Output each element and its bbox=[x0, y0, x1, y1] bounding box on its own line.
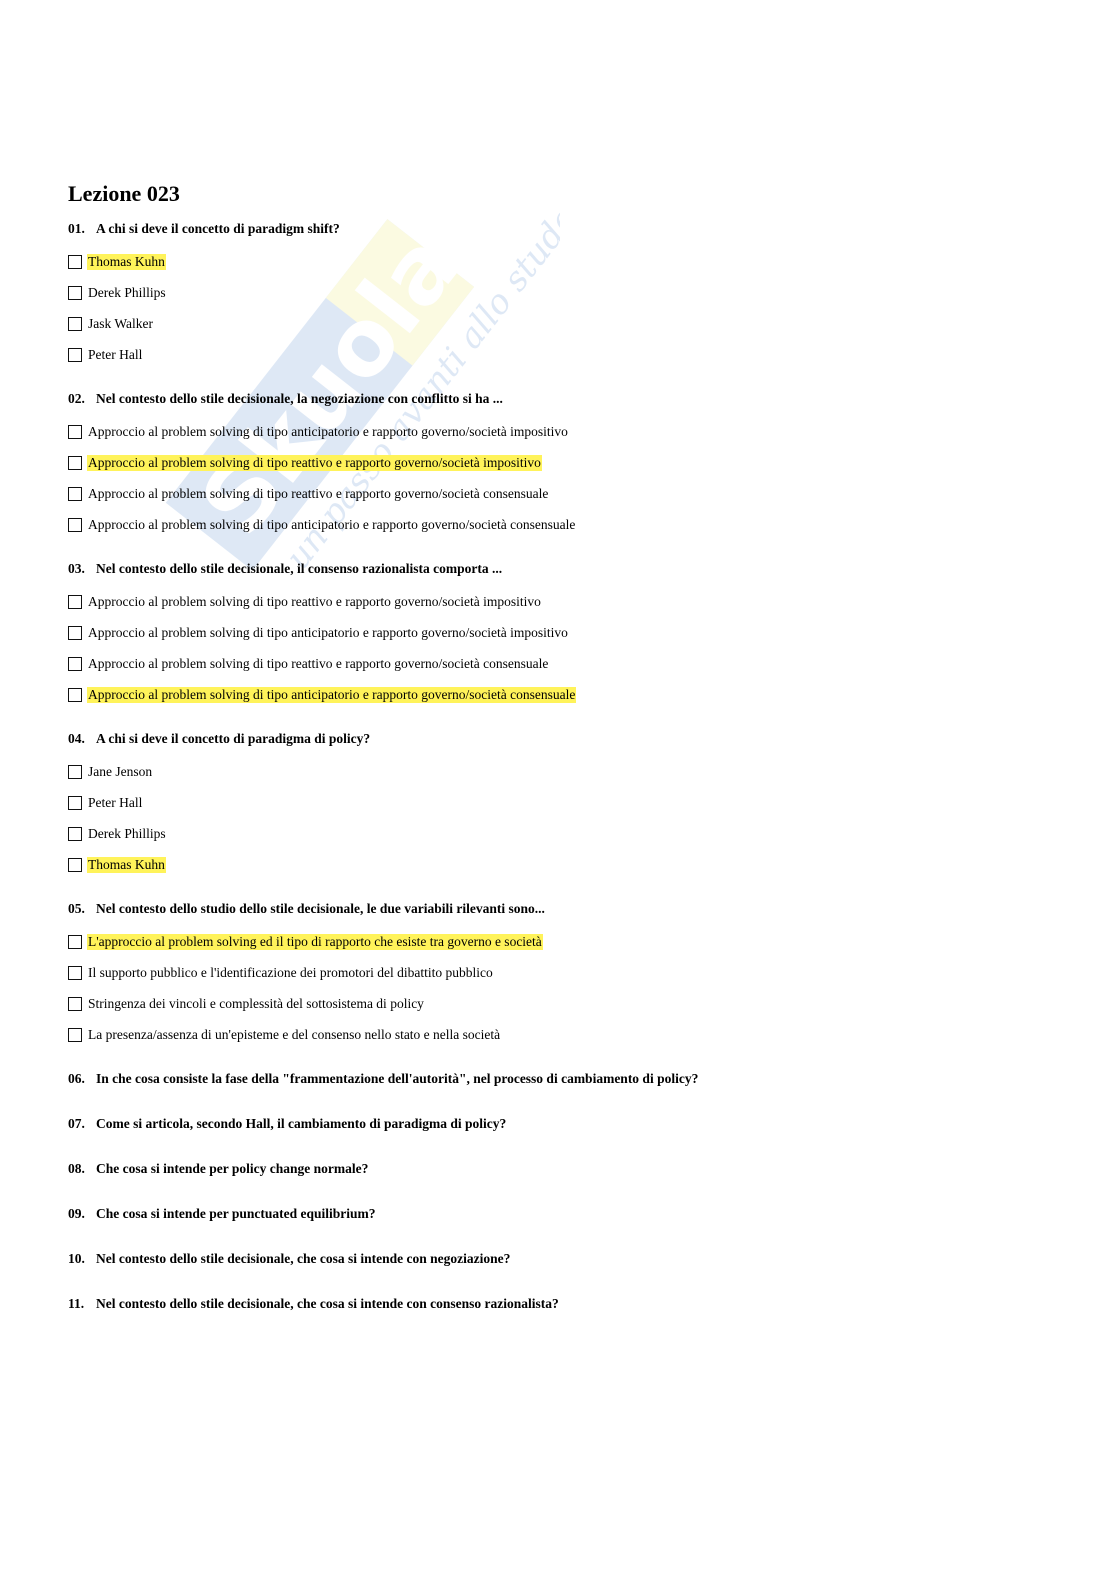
open-question-block bbox=[68, 1070, 1048, 1088]
question-text bbox=[68, 1250, 1048, 1268]
question-text bbox=[68, 390, 1048, 408]
answer-option[interactable] bbox=[68, 787, 1048, 818]
answer-option[interactable] bbox=[68, 277, 1048, 308]
answer-option[interactable] bbox=[68, 416, 1048, 447]
checkbox[interactable] bbox=[68, 487, 82, 501]
option-label: Jask Walker bbox=[88, 315, 154, 331]
checkbox[interactable] bbox=[68, 796, 82, 810]
question-label: Nel contesto dello stile decisionale, che cosa si intende con consenso razionalista? bbox=[96, 1296, 559, 1311]
checkbox[interactable] bbox=[68, 997, 82, 1011]
answer-option[interactable] bbox=[68, 648, 1048, 679]
option-label: Approccio al problem solving di tipo reattivo e rapporto governo/società impositivo bbox=[88, 593, 541, 609]
option-label: Derek Phillips bbox=[88, 825, 166, 841]
question-label: A chi si deve il concetto di paradigma di policy? bbox=[96, 731, 371, 746]
checkbox[interactable] bbox=[68, 595, 82, 609]
lesson-title: Lezione 023 bbox=[68, 181, 180, 206]
question-number: 08. bbox=[68, 1161, 85, 1176]
option-label: Approccio al problem solving di tipo anticipatorio e rapporto governo/società consensuale bbox=[88, 686, 576, 702]
checkbox[interactable] bbox=[68, 286, 82, 300]
question-number: 01. bbox=[68, 221, 85, 236]
question-text bbox=[68, 1115, 1048, 1133]
question-label: Nel contesto dello stile decisionale, che cosa si intende con negoziazione? bbox=[96, 1251, 511, 1266]
option-label: Approccio al problem solving di tipo anticipatorio e rapporto governo/società consensuale bbox=[88, 516, 576, 532]
open-question-block bbox=[68, 1205, 1048, 1223]
answer-option[interactable] bbox=[68, 957, 1048, 988]
answer-option[interactable] bbox=[68, 478, 1048, 509]
question-number: 05. bbox=[68, 901, 85, 916]
answer-option[interactable] bbox=[68, 586, 1048, 617]
answer-options bbox=[68, 926, 1048, 1050]
open-question-block bbox=[68, 1115, 1048, 1133]
watermark-tagline: un passo avanti allo studente bbox=[277, 180, 560, 578]
checkbox[interactable] bbox=[68, 966, 82, 980]
question-label: Nel contesto dello stile decisionale, il consenso razionalista comporta ... bbox=[96, 561, 503, 576]
checkbox[interactable] bbox=[68, 765, 82, 779]
checkbox[interactable] bbox=[68, 858, 82, 872]
question-label: In che cosa consiste la fase della "frammentazione dell'autorità", nel processo di cambiamento di policy? bbox=[96, 1071, 699, 1086]
option-label: Thomas Kuhn bbox=[88, 856, 165, 872]
checkbox[interactable] bbox=[68, 456, 82, 470]
option-label: Peter Hall bbox=[88, 346, 143, 362]
answer-option[interactable] bbox=[68, 1019, 1048, 1050]
question-label: Nel contesto dello studio dello stile decisionale, le due variabili rilevanti sono... bbox=[96, 901, 545, 916]
answer-option[interactable] bbox=[68, 339, 1048, 370]
option-label: Thomas Kuhn bbox=[88, 253, 165, 269]
answer-options bbox=[68, 416, 1048, 540]
checkbox[interactable] bbox=[68, 657, 82, 671]
answer-option[interactable] bbox=[68, 988, 1048, 1019]
question-text bbox=[68, 730, 1048, 748]
answer-option-correct[interactable] bbox=[68, 447, 1048, 478]
option-label: La presenza/assenza di un'episteme e del consenso nello stato e nella società bbox=[88, 1026, 501, 1042]
question-block bbox=[68, 560, 1048, 710]
option-label: Approccio al problem solving di tipo reattivo e rapporto governo/società consensuale bbox=[88, 485, 549, 501]
question-number: 10. bbox=[68, 1251, 85, 1266]
checkbox[interactable] bbox=[68, 688, 82, 702]
question-number: 09. bbox=[68, 1206, 85, 1221]
question-block bbox=[68, 220, 1048, 370]
checkbox[interactable] bbox=[68, 935, 82, 949]
checkbox[interactable] bbox=[68, 317, 82, 331]
answer-options bbox=[68, 756, 1048, 880]
question-text bbox=[68, 560, 1048, 578]
open-question-block bbox=[68, 1250, 1048, 1268]
question-number: 06. bbox=[68, 1071, 85, 1086]
question-label: Come si articola, secondo Hall, il cambiamento di paradigma di policy? bbox=[96, 1116, 507, 1131]
question-text bbox=[68, 1295, 1048, 1313]
answer-option-correct[interactable] bbox=[68, 679, 1048, 710]
option-label: Approccio al problem solving di tipo anticipatorio e rapporto governo/società impositivo bbox=[88, 624, 568, 640]
answer-option-correct[interactable] bbox=[68, 849, 1048, 880]
answer-options bbox=[68, 586, 1048, 710]
open-questions bbox=[68, 1070, 1048, 1313]
checkbox[interactable] bbox=[68, 827, 82, 841]
answer-option-correct[interactable] bbox=[68, 926, 1048, 957]
question-block bbox=[68, 900, 1048, 1050]
option-label: Peter Hall bbox=[88, 794, 143, 810]
question-label: Che cosa si intende per policy change normale? bbox=[96, 1161, 369, 1176]
question-text bbox=[68, 1070, 1048, 1088]
answer-options bbox=[68, 246, 1048, 370]
answer-option-correct[interactable] bbox=[68, 246, 1048, 277]
checkbox[interactable] bbox=[68, 425, 82, 439]
question-text bbox=[68, 1205, 1048, 1223]
option-label: Derek Phillips bbox=[88, 284, 166, 300]
question-label: Nel contesto dello stile decisionale, la negoziazione con conflitto si ha ... bbox=[96, 391, 503, 406]
question-block bbox=[68, 390, 1048, 540]
answer-option[interactable] bbox=[68, 617, 1048, 648]
watermark-brand: Skuola.net bbox=[180, 180, 560, 555]
question-number: 02. bbox=[68, 391, 85, 406]
checkbox[interactable] bbox=[68, 518, 82, 532]
option-label: Approccio al problem solving di tipo anticipatorio e rapporto governo/società impositivo bbox=[88, 423, 568, 439]
option-label: Approccio al problem solving di tipo reattivo e rapporto governo/società impositivo bbox=[88, 454, 541, 470]
document-body bbox=[68, 178, 1048, 1340]
question-text bbox=[68, 220, 1048, 238]
question-number: 04. bbox=[68, 731, 85, 746]
checkbox[interactable] bbox=[68, 1028, 82, 1042]
answer-option[interactable] bbox=[68, 756, 1048, 787]
option-label: Stringenza dei vincoli e complessità del sottosistema di policy bbox=[88, 995, 424, 1011]
question-text bbox=[68, 900, 1048, 918]
option-label: Il supporto pubblico e l'identificazione dei promotori del dibattito pubblico bbox=[88, 964, 493, 980]
open-question-block bbox=[68, 1160, 1048, 1178]
answer-option[interactable] bbox=[68, 509, 1048, 540]
question-number: 11. bbox=[68, 1296, 85, 1311]
question-block bbox=[68, 730, 1048, 880]
checkbox[interactable] bbox=[68, 626, 82, 640]
question-label: A chi si deve il concetto di paradigm shift? bbox=[96, 221, 340, 236]
answer-option[interactable] bbox=[68, 818, 1048, 849]
question-text bbox=[68, 1160, 1048, 1178]
answer-option[interactable] bbox=[68, 308, 1048, 339]
open-question-block bbox=[68, 1295, 1048, 1313]
option-label: L'approccio al problem solving ed il tipo di rapporto che esiste tra governo e società bbox=[88, 933, 542, 949]
question-label: Che cosa si intende per punctuated equilibrium? bbox=[96, 1206, 376, 1221]
option-label: Jane Jenson bbox=[88, 763, 153, 779]
question-number: 03. bbox=[68, 561, 85, 576]
checkbox[interactable] bbox=[68, 348, 82, 362]
multiple-choice-questions bbox=[68, 220, 1048, 1050]
checkbox[interactable] bbox=[68, 255, 82, 269]
option-label: Approccio al problem solving di tipo reattivo e rapporto governo/società consensuale bbox=[88, 655, 549, 671]
question-number: 07. bbox=[68, 1116, 85, 1131]
